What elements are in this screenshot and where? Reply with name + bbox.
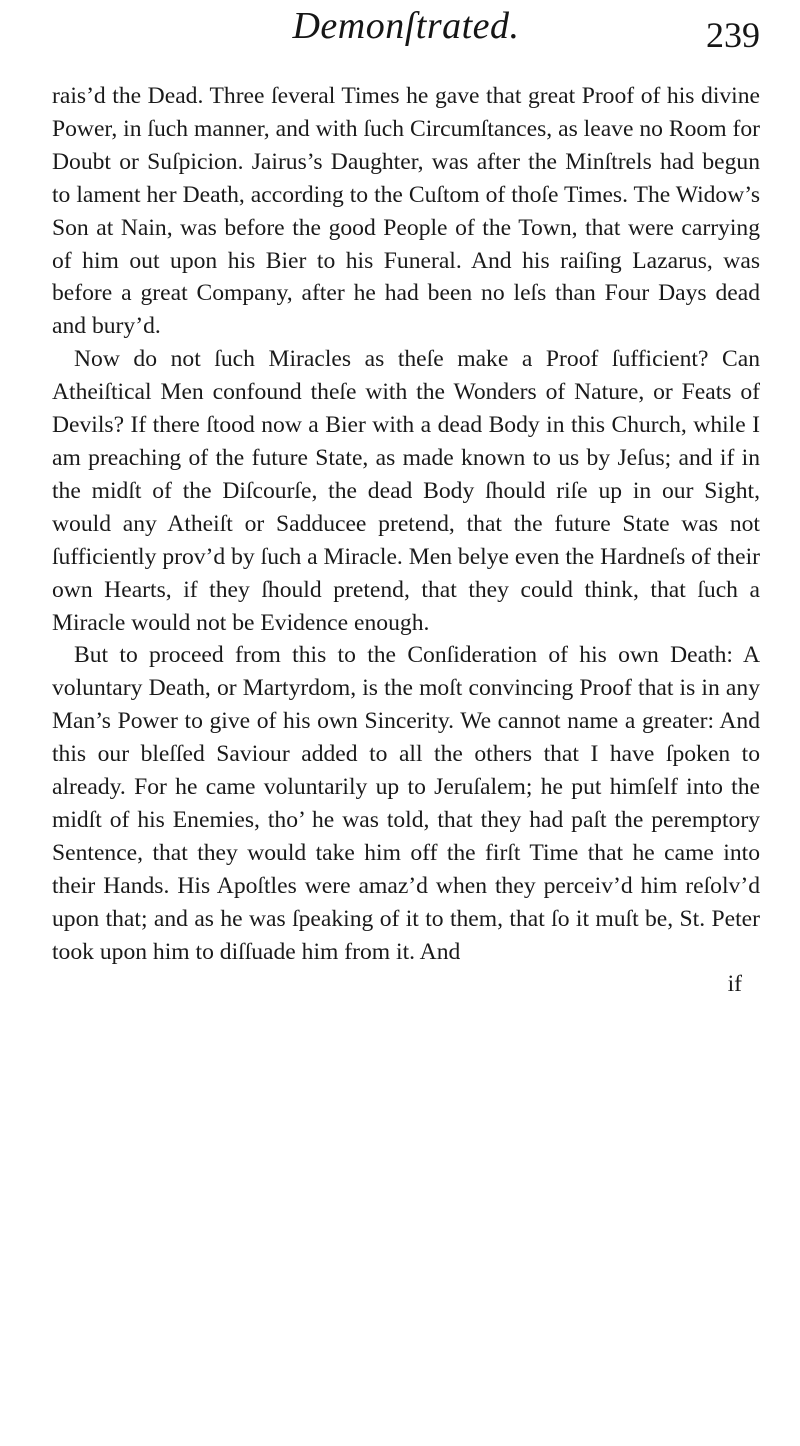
paragraph-3: But to proceed from this to the Conſideration of his own Death: A voluntary Death, or Martyrdom, is the moſt convincing Proof that is in any Man’s Power to give of his own Sincerity. We cannot name a greater: And this our bleſſed Saviour added to all the others that I have ſpoken to already. For he came voluntarily up to Jeruſalem; he put himſelf into the midſt of his Enemies, tho’ he was told, that they had paſt the peremptory Sentence, that they would take him off the firſt Time that he came into their Hands. His Apoſtles were amaz’d when they perceiv’d him reſolv’d upon that; and as he was ſpeaking of it to them, that ſo it muſt be, St. Peter took upon him to diſſuade him from it. And: [52, 642, 760, 965]
page-header: [52, 0, 760, 80]
body-text: [52, 80, 760, 968]
paragraph-2: Now do not ſuch Miracles as theſe make a Proof ſufficient? Can Atheiſtical Men confound theſe with the Wonders of Nature, or Feats of Devils? If there ſtood now a Bier with a dead Body in this Church, while I am preaching of the future State, as made known to us by Jeſus; and if in the midſt of the Diſcourſe, the dead Body ſhould riſe up in our Sight, would any Atheiſt or Sadducee pretend, that the future State was not ſufficiently prov’d by ſuch a Miracle. Men belye even the Hardneſs of their own Hearts, if they ſhould pretend, that they could think, that ſuch a Miracle would not be Evidence enough.: [52, 346, 760, 636]
running-head: Demonſtrated.: [292, 5, 520, 47]
page-number: 239: [706, 15, 760, 55]
catchword: if: [727, 971, 742, 998]
paragraph-1: rais’d the Dead. Three ſeveral Times he gave that great Proof of his divine Power, in ſuch manner, and with ſuch Circumſtances, as leave no Room for Doubt or Suſpicion. Jairus’s Daughter, was after the Minſtrels had begun to lament her Death, according to the Cuſtom of thoſe Times. The Widow’s Son at Nain, was before the good People of the Town, that were carrying of him out upon his Bier to his Funeral. And his raiſing Lazarus, was before a great Company, after he had been no leſs than Four Days dead and bury’d.: [52, 83, 760, 340]
